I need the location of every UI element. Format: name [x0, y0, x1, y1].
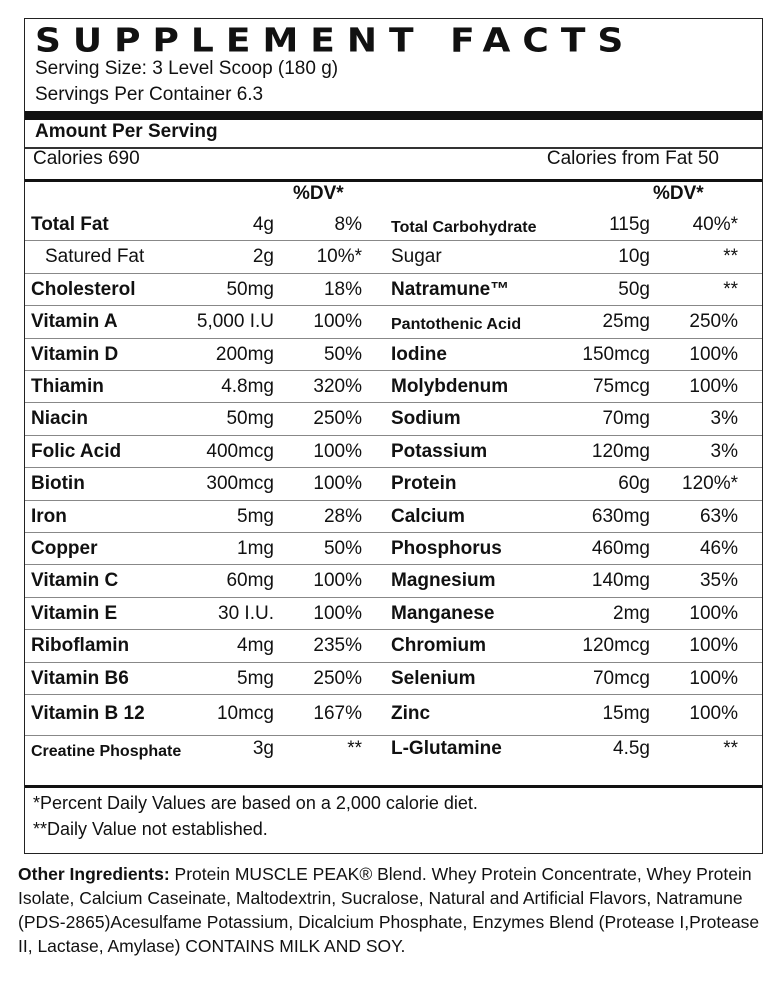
right-nutrient-name: Iodine	[391, 343, 447, 365]
table-row	[25, 663, 762, 695]
left-nutrient-dv: 100%	[313, 602, 362, 624]
left-nutrient-dv: **	[347, 738, 362, 760]
left-nutrient-amount: 50mg	[226, 278, 274, 300]
left-nutrient-name: Creatine Phosphate	[31, 743, 182, 761]
left-nutrient-amount: 3g	[252, 738, 274, 760]
table-row	[25, 468, 762, 500]
right-nutrient-amount: 630mg	[591, 505, 650, 527]
right-nutrient-dv: 100%	[689, 703, 738, 724]
medium-divider	[25, 179, 762, 182]
left-nutrient-dv: 18%	[323, 278, 362, 300]
right-nutrient-amount: 15mg	[602, 703, 650, 724]
left-nutrient-name: Vitamin C	[31, 570, 119, 592]
left-nutrient-amount: 4mg	[237, 635, 274, 657]
left-nutrient-name: Folic Acid	[31, 440, 122, 462]
right-nutrient-name: Selenium	[391, 667, 476, 689]
right-nutrient-name: Zinc	[391, 703, 431, 724]
left-nutrient-name: Vitamin E	[31, 602, 118, 624]
right-nutrient-name: Sugar	[391, 246, 442, 268]
table-bottom-divider	[25, 785, 762, 788]
left-nutrient-name: Thiamin	[31, 376, 104, 397]
right-nutrient-name: Potassium	[391, 440, 488, 462]
left-nutrient-amount: 4.8mg	[221, 376, 274, 397]
right-nutrient-dv: 40%*	[692, 214, 738, 235]
table-row	[25, 403, 762, 435]
right-nutrient-name: L-Glutamine	[391, 738, 502, 760]
right-nutrient-amount: 75mcg	[592, 376, 650, 397]
left-nutrient-name: Total Fat	[31, 214, 109, 235]
left-nutrient-amount: 50mg	[226, 408, 274, 430]
left-nutrient-amount: 1mg	[237, 538, 274, 559]
right-nutrient-amount: 150mcg	[582, 343, 650, 365]
right-nutrient-dv: 100%	[689, 343, 738, 365]
right-nutrient-name: Phosphorus	[391, 538, 502, 559]
right-nutrient-dv: **	[723, 738, 738, 760]
table-row	[25, 698, 762, 730]
table-row	[25, 733, 762, 765]
right-nutrient-dv: 63%	[699, 505, 738, 527]
left-nutrient-name: Vitamin A	[31, 311, 118, 333]
other-ingredients-label: Other Ingredients:	[18, 864, 170, 884]
right-nutrient-name: Protein	[391, 473, 457, 495]
left-nutrient-dv: 28%	[323, 505, 362, 527]
table-row	[25, 630, 762, 662]
right-nutrient-dv: 100%	[689, 667, 738, 689]
right-nutrient-dv: 250%	[689, 311, 738, 333]
right-nutrient-dv: 100%	[689, 635, 738, 657]
right-nutrient-name: Natramune™	[391, 278, 510, 300]
table-row	[25, 565, 762, 597]
left-nutrient-dv: 50%	[323, 343, 362, 365]
table-row	[25, 598, 762, 630]
left-nutrient-dv: 320%	[313, 376, 362, 397]
servings-per-container: Servings Per Container 6.3	[35, 84, 264, 105]
right-nutrient-name: Pantothenic Acid	[391, 316, 522, 334]
left-nutrient-dv: 235%	[313, 635, 362, 657]
left-nutrient-amount: 400mcg	[206, 440, 274, 462]
left-nutrient-amount: 30 I.U.	[218, 602, 274, 624]
calories: Calories 690	[33, 148, 140, 169]
left-nutrient-dv: 100%	[313, 311, 362, 333]
right-nutrient-name: Molybdenum	[391, 376, 509, 397]
table-row	[25, 501, 762, 533]
left-nutrient-amount: 4g	[252, 214, 274, 235]
right-nutrient-amount: 70mg	[602, 408, 650, 430]
left-nutrient-dv: 100%	[313, 440, 362, 462]
left-nutrient-name: Iron	[31, 505, 67, 527]
right-nutrient-amount: 460mg	[591, 538, 650, 559]
left-nutrient-name: Vitamin B 12	[31, 703, 145, 724]
right-nutrient-dv: 120%*	[682, 473, 738, 495]
left-nutrient-amount: 2g	[252, 246, 274, 268]
right-nutrient-amount: 70mcg	[592, 667, 650, 689]
left-nutrient-name: Riboflamin	[31, 635, 130, 657]
left-nutrient-dv: 50%	[323, 538, 362, 559]
right-nutrient-name: Sodium	[391, 408, 461, 430]
amount-per-serving: Amount Per Serving	[35, 121, 218, 142]
left-nutrient-amount: 5mg	[237, 667, 274, 689]
left-nutrient-amount: 10mcg	[216, 703, 274, 724]
right-nutrient-name: Chromium	[391, 635, 486, 657]
right-nutrient-name: Calcium	[391, 505, 465, 527]
right-nutrient-amount: 4.5g	[613, 738, 650, 760]
right-nutrient-amount: 2mg	[613, 602, 650, 624]
thick-divider	[25, 111, 762, 120]
footnote-not-established: **Daily Value not established.	[33, 819, 268, 839]
right-nutrient-dv: 3%	[710, 408, 738, 430]
left-nutrient-name: Copper	[31, 538, 98, 559]
table-row	[25, 209, 762, 241]
left-nutrient-name: Biotin	[31, 473, 85, 495]
right-nutrient-name: Total Carbohydrate	[391, 219, 537, 236]
right-nutrient-dv: **	[723, 278, 738, 300]
left-nutrient-amount: 200mg	[215, 343, 274, 365]
right-nutrient-amount: 10g	[618, 246, 650, 268]
right-nutrient-name: Manganese	[391, 602, 495, 624]
right-nutrient-dv: 46%	[699, 538, 738, 559]
right-nutrient-name: Magnesium	[391, 570, 496, 592]
footnote-daily-values: *Percent Daily Values are based on a 2,000 calorie diet.	[33, 793, 478, 813]
table-row	[25, 274, 762, 306]
left-nutrient-dv: 100%	[313, 570, 362, 592]
left-nutrient-amount: 60mg	[226, 570, 274, 592]
right-nutrient-amount: 115g	[609, 214, 650, 235]
dv-header-left: %DV*	[293, 183, 344, 204]
serving-size: Serving Size: 3 Level Scoop (180 g)	[35, 58, 339, 79]
right-nutrient-dv: 100%	[689, 376, 738, 397]
right-nutrient-amount: 25mg	[602, 311, 650, 333]
other-ingredients	[18, 862, 768, 958]
left-nutrient-dv: 167%	[313, 703, 362, 724]
right-nutrient-amount: 120mcg	[582, 635, 650, 657]
left-nutrient-dv: 250%	[313, 408, 362, 430]
table-row	[25, 339, 762, 371]
left-nutrient-name: Satured Fat	[45, 246, 145, 268]
left-nutrient-dv: 250%	[313, 667, 362, 689]
left-nutrient-amount: 300mcg	[206, 473, 274, 495]
dv-header-right: %DV*	[653, 183, 704, 204]
left-nutrient-amount: 5mg	[237, 505, 274, 527]
left-nutrient-dv: 100%	[313, 473, 362, 495]
calories-from-fat: Calories from Fat 50	[546, 148, 719, 169]
table-row	[25, 241, 762, 273]
right-nutrient-amount: 50g	[618, 278, 650, 300]
row-divider	[25, 694, 762, 695]
left-nutrient-name: Cholesterol	[31, 278, 136, 300]
right-nutrient-amount: 120mg	[591, 440, 650, 462]
table-row	[25, 306, 762, 338]
left-nutrient-amount: 5,000 I.U	[196, 311, 274, 333]
left-nutrient-dv: 10%*	[316, 246, 362, 268]
right-nutrient-amount: 140mg	[591, 570, 650, 592]
table-row	[25, 371, 762, 403]
left-nutrient-dv: 8%	[334, 214, 362, 235]
right-nutrient-amount: 60g	[618, 473, 650, 495]
right-nutrient-dv: **	[723, 246, 738, 268]
right-nutrient-dv: 35%	[699, 570, 738, 592]
left-nutrient-name: Niacin	[31, 408, 89, 430]
table-row	[25, 436, 762, 468]
table-row	[25, 533, 762, 565]
other-ingredients-text: Protein MUSCLE PEAK® Blend. Whey Protein Concentrate, Whey Protein Isolate, Calcium Caseinate, Maltodextrin, Sucralose, Natural and Artificial Flavors, Natramune (PDS-2865)Acesulfame Potassium, Dicalcium Phosphate, Enzymes Blend (Protease I,Protease II, Lactase, Amylase) CONTAINS MILK AND SOY.	[18, 864, 760, 956]
right-nutrient-dv: 3%	[710, 440, 738, 462]
panel-title: SUPPLEMENT FACTS	[35, 22, 636, 60]
left-nutrient-name: Vitamin B6	[31, 667, 129, 689]
right-nutrient-dv: 100%	[689, 602, 738, 624]
supplement-facts-panel	[24, 18, 763, 854]
left-nutrient-name: Vitamin D	[31, 343, 119, 365]
